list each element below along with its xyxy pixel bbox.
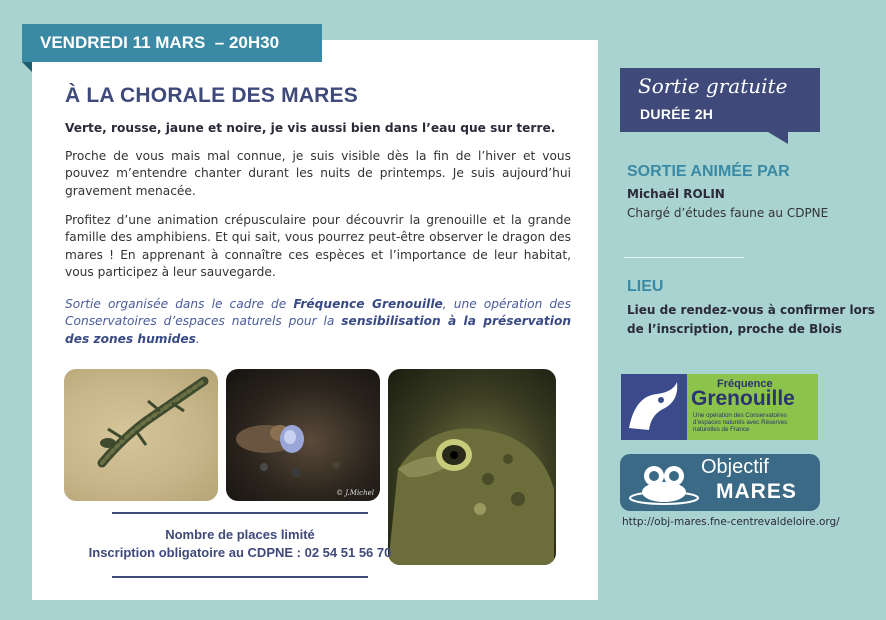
fg-logo-line2: Grenouille [691,387,795,410]
photo-credit: © J.Michel [336,489,374,497]
banner-fold [22,62,32,72]
note-part-2: , une opération des Conservatoires d’espaces naturels pour la [65,297,571,329]
frog-singing-photo [226,369,380,501]
note-bold-1: Fréquence Grenouille [293,297,443,311]
ribbon-tail [768,132,788,144]
lead-text: Verte, rousse, jaune et noire, je vis aussi bien dans l’eau que sur terre. [65,121,556,135]
date-time-banner: VENDREDI 11 MARS – 20H30 [22,24,322,62]
page-title: À LA CHORALE DES MARES [65,84,358,107]
ribbon-title: Sortie gratuite [638,74,788,98]
frequence-grenouille-logo [621,374,818,440]
animated-by-heading: SORTIE ANIMÉE PAR [627,163,790,180]
ribbon-duration: DURÉE 2H [640,106,714,122]
places-limited: Nombre de places limité [165,527,315,542]
registration-info [70,526,410,562]
toad-photo [388,369,556,565]
fg-logo-subtitle: Une opération des Conservatoires d’espaces naturels avec Réserves naturelles de France [693,412,788,433]
om-logo-line1: Objectif [701,456,769,478]
fg-logo-line1: Fréquence [717,378,773,390]
sidebar-separator [624,257,744,258]
divider-bottom [112,576,368,578]
registration-required: Inscription obligatoire au CDPNE : 02 54 51 56 70 [88,545,392,560]
organisation-note [65,296,571,348]
objectif-mares-logo [620,454,820,511]
note-part-1: Sortie organisée dans le cadre de [65,297,294,311]
om-logo-line2: MARES [716,480,797,503]
paragraph-1: Proche de vous mais mal connue, je suis visible dès la fin de l’hiver et vous pouvez m’entendre chanter durant les nuits de printemps. Je suis aujourd’hui gravement menacée. [65,149,571,198]
paragraph-2: Profitez d’une animation crépusculaire pour découvrir la grenouille et la grande famille des amphibiens. Et qui sait, vous pourrez peut-être observer le dragon des mares ! En apprenant à connaître ces espèces et l’importance de leur habitat, vous participez à leur sauvegarde. [65,213,571,279]
location-text: Lieu de rendez-vous à confirmer lors de l’inscription, proche de Blois [627,303,875,336]
frog-silhouette-icon [621,374,687,440]
animator-role: Chargé d’études faune au CDPNE [627,206,829,220]
divider-top [112,512,368,514]
frog-eyes-icon [624,454,704,511]
location-heading: LIEU [627,278,664,295]
note-part-3: . [195,331,200,346]
animator-name: Michaël ROLIN [627,187,725,201]
note-bold-2: sensibilisation à la préservation des zones humides [65,314,571,346]
newt-photo [64,369,218,501]
free-outing-ribbon [620,68,820,132]
website-link[interactable]: http://obj-mares.fne-centrevaldeloire.org/ [622,516,840,528]
